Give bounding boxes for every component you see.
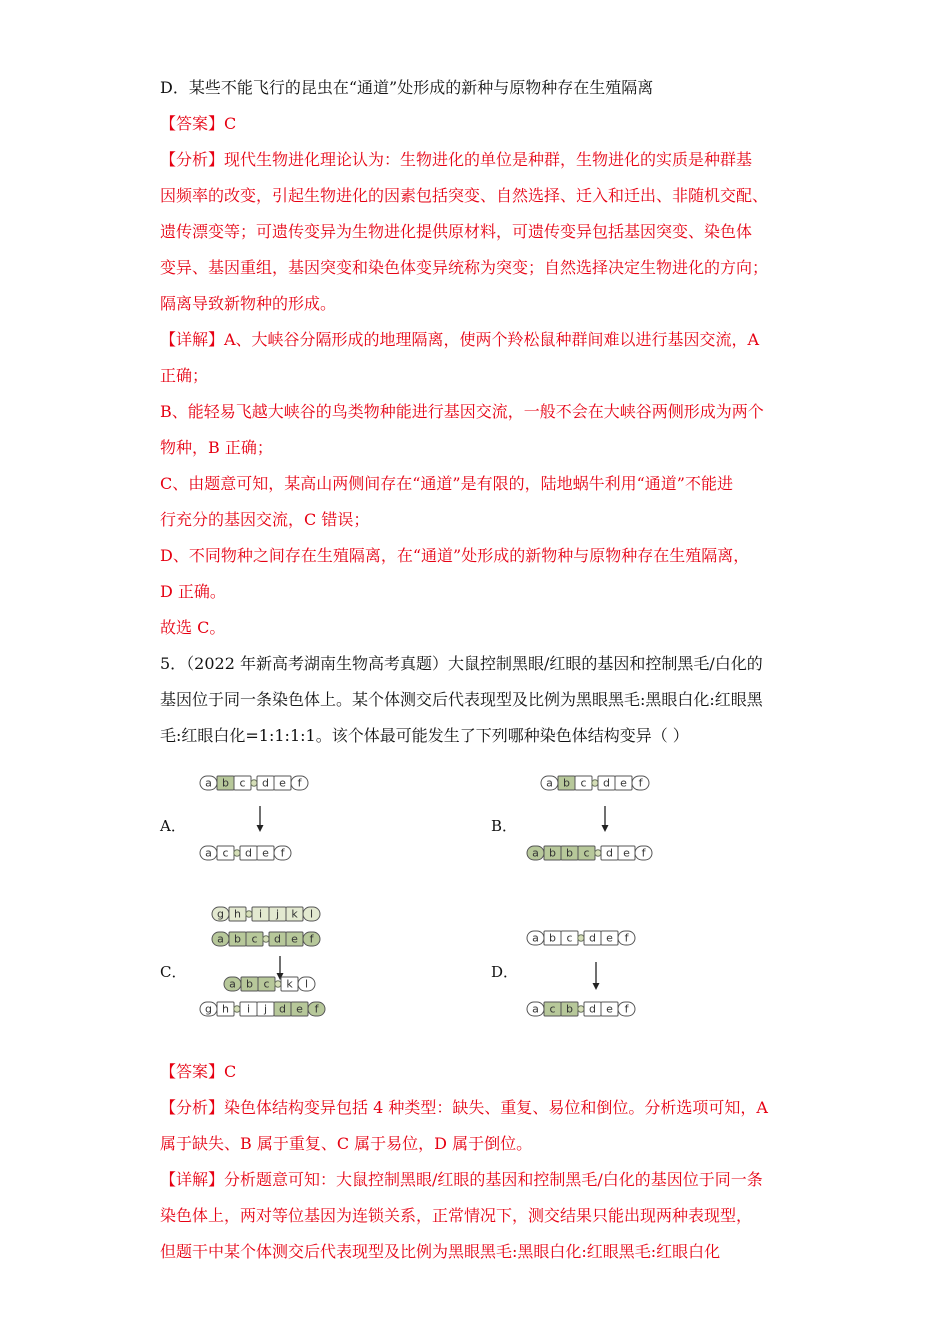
gene-label: h	[234, 907, 241, 921]
gene-label: a	[205, 846, 212, 860]
option-c-label: C．	[160, 963, 187, 981]
gene-label: c	[263, 977, 270, 991]
answer-label: 【答案】C	[160, 1062, 237, 1081]
centromere	[595, 850, 601, 856]
question-5-line: 毛:红眼白化=1:1:1:1。该个体最可能发生了下列哪种染色体结构变异（ ）	[160, 726, 689, 745]
chromosome-figure	[196, 772, 336, 798]
gene-label: j	[263, 1002, 268, 1016]
analysis-line: 变异、基因重组，基因突变和染色体变异统称为突变；自然选择决定生物进化的方向；	[160, 258, 769, 277]
centromere	[251, 780, 257, 786]
centromere	[592, 780, 598, 786]
gene-label: d	[606, 846, 613, 860]
gene-label: e	[623, 846, 630, 860]
gene-label: e	[620, 776, 627, 790]
chromosome-figure	[537, 772, 677, 798]
analysis-line: 因频率的改变，引起生物进化的因素包括突变、自然选择、迁入和迁出、非随机交配、	[160, 186, 769, 205]
gene-label: f	[314, 1002, 319, 1016]
gene-label: f	[309, 932, 314, 946]
gene-label: c	[566, 931, 573, 945]
gene-label: b	[549, 931, 556, 945]
gene-label: b	[566, 846, 573, 860]
gene-label: e	[262, 846, 269, 860]
arrow-icon	[250, 804, 270, 834]
gene-label: a	[532, 846, 539, 860]
detail-line: 但题干中某个体测交后代表现型及比例为黑眼黑毛:黑眼白化:红眼黑毛:红眼白化	[160, 1242, 721, 1261]
option-a-label: A．	[160, 817, 186, 835]
gene-label: k	[286, 977, 293, 991]
gene-label: d	[589, 1002, 596, 1016]
option-b-label: B．	[491, 817, 518, 835]
gene-label: d	[279, 1002, 286, 1016]
gene-label: i	[246, 1002, 251, 1016]
detail-line: 染色体上，两对等位基因为连锁关系，正常情况下，测交结果只能出现两种表现型，	[160, 1206, 753, 1225]
centromere	[246, 911, 252, 917]
option-d-text: D．某些不能飞行的昆虫在“通道”处形成的新种与原物种存在生殖隔离	[160, 78, 654, 97]
gene-label: d	[245, 846, 252, 860]
option-d-label: D．	[491, 963, 519, 981]
gene-label: b	[234, 932, 241, 946]
detail-line: 【详解】分析题意可知：大鼠控制黑眼/红眼的基因和控制黑毛/白化的基因位于同一条	[160, 1170, 763, 1189]
answer-label: 【答案】C	[160, 114, 237, 133]
gene-label: c	[583, 846, 590, 860]
detail-line: 行充分的基因交流，C 错误；	[160, 510, 370, 529]
detail-line: 物种，B 正确；	[160, 438, 273, 457]
gene-label: e	[606, 931, 613, 945]
gene-label: i	[258, 907, 263, 921]
detail-line: 正确；	[160, 366, 209, 385]
gene-label: e	[279, 776, 286, 790]
analysis-line: 【分析】现代生物进化理论认为：生物进化的单位是种群，生物进化的实质是种群基	[160, 150, 753, 169]
gene-label: a	[205, 776, 212, 790]
gene-label: d	[274, 932, 281, 946]
centromere	[263, 936, 269, 942]
gene-label: a	[532, 931, 539, 945]
detail-line: 【详解】A、大峡谷分隔形成的地理隔离，使两个羚松鼠种群间难以进行基因交流，A	[160, 330, 760, 349]
gene-label: h	[222, 1002, 229, 1016]
detail-line: B、能轻易飞越大峡谷的鸟类物种能进行基因交流，一般不会在大峡谷两侧形成为两个	[160, 402, 764, 421]
gene-label: g	[217, 907, 224, 921]
gene-label: j	[275, 907, 280, 921]
gene-label: a	[217, 932, 224, 946]
chromosome-figure	[523, 998, 673, 1022]
gene-label: c	[222, 846, 229, 860]
gene-label: b	[222, 776, 229, 790]
analysis-line: 遗传漂变等；可遗传变异为生物进化提供原材料，可遗传变异包括基因突变、染色体	[160, 222, 753, 241]
chromosome-figure	[523, 927, 673, 951]
chromosome-figure	[196, 998, 366, 1022]
centromere	[578, 1006, 584, 1012]
chromosome-figure	[208, 903, 358, 927]
gene-label: e	[296, 1002, 303, 1016]
chromosome-figure	[220, 973, 350, 997]
gene-label: e	[291, 932, 298, 946]
gene-label: f	[297, 776, 302, 790]
analysis-line: 属于缺失、B 属于重复、C 属于易位，D 属于倒位。	[160, 1134, 533, 1153]
centromere	[275, 981, 281, 987]
arrow-icon	[595, 804, 615, 834]
gene-label: b	[246, 977, 253, 991]
gene-label: c	[549, 1002, 556, 1016]
chromosome-figure	[196, 842, 336, 868]
gene-label: l	[304, 977, 309, 991]
gene-label: b	[549, 846, 556, 860]
detail-line: D、不同物种之间存在生殖隔离，在“通道”处形成的新物种与原物种存在生殖隔离，	[160, 546, 750, 565]
gene-label: a	[546, 776, 553, 790]
question-5-line: 5．（2022 年新高考湖南生物高考真题）大鼠控制黑眼/红眼的基因和控制黑毛/白化的	[160, 654, 763, 673]
gene-label: c	[239, 776, 246, 790]
detail-line: C、由题意可知，某高山两侧间存在“通道”是有限的，陆地蜗牛利用“通道”不能进	[160, 474, 733, 493]
gene-label: a	[229, 977, 236, 991]
analysis-line: 【分析】染色体结构变异包括 4 种类型：缺失、重复、易位和倒位。分析选项可知，A	[160, 1098, 768, 1117]
arrow-icon	[586, 960, 606, 992]
gene-label: a	[532, 1002, 539, 1016]
gene-label: g	[205, 1002, 212, 1016]
conclusion-line: 故选 C。	[160, 618, 226, 637]
centromere	[234, 850, 240, 856]
gene-label: k	[291, 907, 298, 921]
centromere	[578, 935, 584, 941]
chromosome-figure	[523, 842, 693, 868]
centromere	[234, 1006, 240, 1012]
gene-label: f	[638, 776, 643, 790]
gene-label: l	[309, 907, 314, 921]
analysis-line: 隔离导致新物种的形成。	[160, 294, 337, 313]
gene-label: d	[262, 776, 269, 790]
gene-label: b	[566, 1002, 573, 1016]
gene-label: f	[624, 1002, 629, 1016]
gene-label: f	[624, 931, 629, 945]
gene-label: c	[251, 932, 258, 946]
gene-label: e	[606, 1002, 613, 1016]
gene-label: f	[280, 846, 285, 860]
gene-label: f	[641, 846, 646, 860]
gene-label: d	[589, 931, 596, 945]
chromosome-figure	[208, 928, 358, 952]
gene-label: b	[563, 776, 570, 790]
question-5-line: 基因位于同一条染色体上。某个体测交后代表现型及比例为黑眼黑毛:黑眼白化:红眼黑	[160, 690, 763, 709]
gene-label: c	[580, 776, 587, 790]
detail-line: D 正确。	[160, 582, 226, 601]
gene-label: d	[603, 776, 610, 790]
